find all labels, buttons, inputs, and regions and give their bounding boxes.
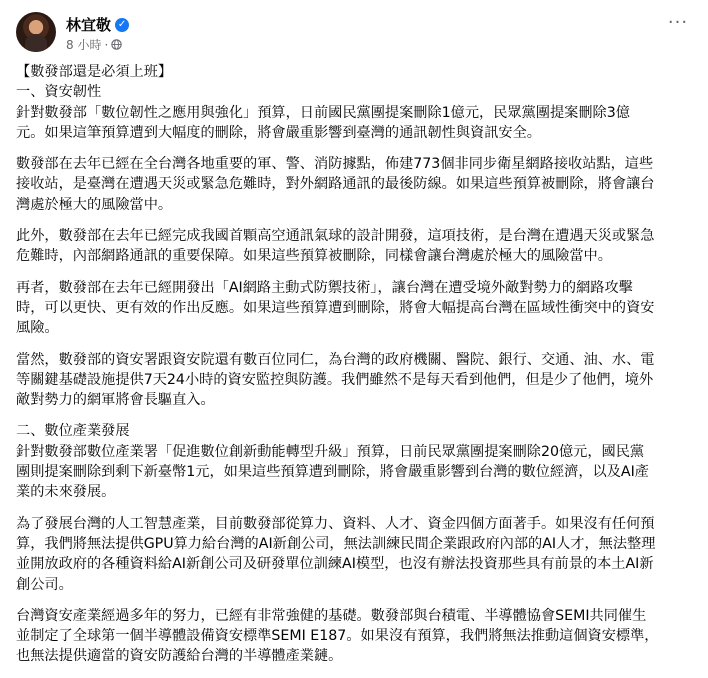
paragraph-2: 數發部在去年已經在全台灣各地重要的軍、警、消防據點，佈建773個非同步衛星網路接收站點，這些 接收站，是臺灣在遭遇天災或緊急危難時，對外網路通訊的最後防線。如果這些預算被刪除，將會讓台 灣處於極大的風險當中。 (16, 156, 655, 213)
section-heading-2: 二、數位產業發展 (16, 423, 130, 440)
verified-badge-icon: ✓ (115, 18, 129, 32)
paragraph-6: 針對數發部數位產業署「促進數位創新動能轉型升級」預算，日前民眾黨團提案刪除20億元，國民黨 團則提案刪除到剩下新臺幣1元，如果這些預算遭到刪除，將會嚴重影響到台灣的數位經濟，以及AI產 業的未來發展。 (16, 443, 649, 501)
paragraph-8: 台灣資安產業經過多年的努力，已經有非常強健的基礎。數發部與台積電、半導體協會SEMI共同催生 並制定了全球第一個半導體設備資安標準SEMI E187。如果沒有預算，我們將無法推動這個資安標準， 也無法提供適當的資安防護給台灣的半導體產業鏈。 (16, 607, 659, 665)
avatar[interactable] (16, 12, 56, 52)
post-content (16, 62, 696, 678)
more-options-icon[interactable]: ··· (667, 12, 689, 33)
paragraph-3: 此外，數發部在去年已經完成我國首顆高空通訊氣球的設計開發，這項技術，是台灣在遭遇天災或緊急 危難時，內部網路通訊的重要保障。如果這些預算被刪除，同樣會讓台灣處於極大的風險當中。 (16, 228, 655, 265)
paragraph-5: 當然，數發部的資安署跟資安院還有數百位同仁，為台灣的政府機關、醫院、銀行、交通、油、水、電 等關鍵基礎設施提供7天24小時的資安監控與防護。我們雖然不是每天看到他們，但是少了他們，境外 敵對勢力的網軍將會長驅直入。 (16, 351, 655, 409)
post-title: 【數發部還是必須上班】 (16, 64, 173, 80)
author-name[interactable]: 林宜敬 (66, 16, 112, 34)
author-row (66, 14, 129, 35)
paragraph-1: 針對數發部「數位韌性之應用與強化」預算，日前國民黨團提案刪除1億元，民眾黨團提案刪除3億 元。如果這筆預算遭到大幅度的刪除，將會嚴重影響到臺灣的通訊韌性與資訊安全。 (16, 104, 630, 141)
meta-separator: · (104, 37, 109, 52)
section-heading-1: 一、資安韌性 (16, 84, 102, 101)
globe-icon[interactable] (111, 39, 122, 50)
paragraph-4: 再者，數發部在去年已經開發出「AI網路主動式防禦技術」，讓台灣在遭受境外敵對勢力的網路攻擊 時，可以更快、更有效的作出反應。如果這些預算遭到刪除，將會大幅提高台灣在區域性衝突中的資安 風險。 (16, 279, 655, 337)
post-header (16, 12, 692, 56)
post-time[interactable]: 8 小時 (66, 38, 102, 52)
paragraph-7: 為了發展台灣的人工智慧產業，目前數發部從算力、資料、人才、資金四個方面著手。如果沒有任何預 算，我們將無法提供GPU算力給台灣的AI新創公司，無法訓練民間企業跟政府內部的AI人才，無法整理 並開放政府的各種資料給AI新創公司及研發單位訓練AI模型，也沒有辦法投資那些具有前景的本土AI新 創公司。 (16, 515, 656, 593)
post-meta (66, 36, 122, 53)
